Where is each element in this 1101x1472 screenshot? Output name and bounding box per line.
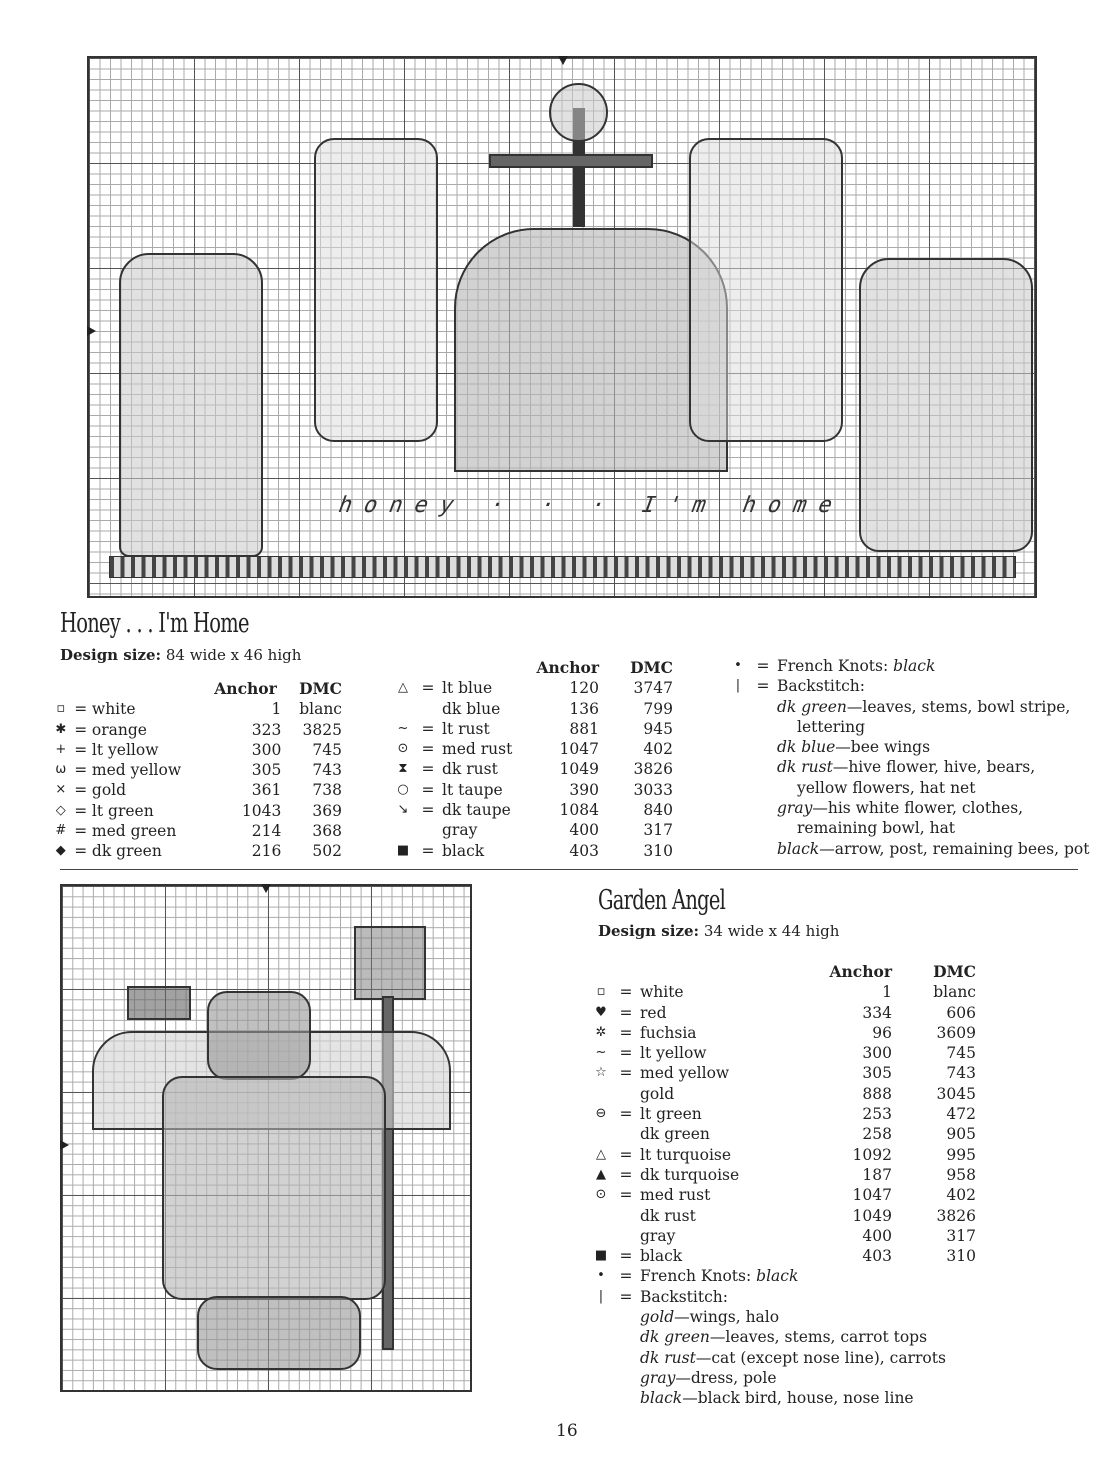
color-name: gold	[91, 781, 127, 800]
star-outline-icon: ☆	[595, 1065, 607, 1081]
page-number: 16	[556, 1421, 578, 1441]
backstitch-item: black —arrow, post, remaining bees, pot	[777, 839, 1090, 858]
omega-icon: ω	[55, 762, 67, 778]
small-square-icon: ▫	[596, 984, 606, 1000]
key-row: ▲ = dk turquoise 187 958	[590, 1165, 990, 1185]
anchor-number: 1	[882, 983, 892, 1002]
bear-left-motif	[119, 253, 263, 557]
pattern2-title: Garden Angel	[598, 885, 726, 916]
backstitch-item: dk blue —bee wings	[777, 738, 931, 757]
diamond-dash-icon: ⊖	[595, 1106, 607, 1122]
anchor-number: 1049	[559, 760, 599, 779]
anchor-number: 400	[862, 1226, 892, 1245]
color-name: med green	[91, 822, 177, 841]
anchor-number: 216	[251, 842, 282, 861]
anchor-number: 96	[872, 1023, 892, 1042]
key-row: ~ = lt yellow 300 745	[590, 1043, 990, 1063]
key-row: △ = lt turquoise 1092 995	[590, 1145, 990, 1165]
beehive-motif	[454, 228, 728, 472]
color-name: dk taupe	[442, 801, 511, 820]
dmc-number: 368	[312, 822, 342, 841]
anchor-number: 120	[569, 679, 599, 698]
dmc-number: 317	[643, 821, 673, 840]
blank-icon	[392, 820, 414, 840]
backstitch-item-continued: remaining bowl, hat	[797, 819, 956, 838]
key-row: ⊙ = med rust 1047 402	[392, 739, 682, 759]
diamond-outline-icon: ◇	[55, 802, 66, 818]
anchor-number: 305	[862, 1064, 892, 1083]
anchor-number: 1047	[559, 740, 599, 759]
backstitch-icon: |	[735, 678, 741, 694]
key-header: Anchor DMC	[829, 962, 976, 981]
color-name: lt yellow	[91, 740, 159, 759]
french-knot-icon: •	[734, 658, 742, 673]
pattern1-key-col1	[52, 679, 342, 862]
bird-motif	[127, 986, 191, 1020]
color-name: med yellow	[640, 1064, 730, 1083]
dmc-number: 745	[946, 1044, 976, 1063]
french-knots-note: • = French Knots: black	[727, 656, 1089, 676]
dmc-number: 905	[946, 1125, 976, 1144]
blank-icon	[392, 699, 414, 719]
color-name: lt yellow	[640, 1044, 707, 1063]
dmc-number: 738	[312, 781, 342, 800]
dmc-number: 3033	[633, 780, 673, 799]
pattern1-design-size: Design size: 84 wide x 46 high	[60, 646, 302, 664]
anchor-number: 1049	[852, 1206, 892, 1225]
french-knots-note: • = French Knots: black	[590, 1266, 990, 1286]
backstitch-item: dk green —leaves, stems, bowl stripe,	[777, 697, 1071, 716]
border-row-motif	[109, 556, 1016, 578]
dmc-number: 995	[946, 1145, 976, 1164]
plus-icon: +	[55, 741, 67, 757]
key-row	[392, 820, 682, 840]
key-row: ♥ = red 334 606	[590, 1003, 990, 1023]
anchor-number: 403	[569, 841, 599, 860]
color-name: gray	[442, 821, 478, 840]
anchor-number: 361	[251, 781, 282, 800]
dmc-number: 743	[312, 761, 342, 780]
blank-icon	[590, 1226, 612, 1246]
key-row: ~ = lt rust 881 945	[392, 719, 682, 739]
center-marker-left-icon	[60, 1140, 69, 1150]
color-name: dk green	[91, 842, 162, 861]
color-name: dk rust	[442, 760, 498, 779]
key-row	[590, 1226, 990, 1246]
triangle-outline-icon: △	[596, 1146, 606, 1162]
square-filled-icon: ■	[594, 1248, 608, 1264]
cat-head-motif	[207, 991, 311, 1080]
key-header: Anchor DMC	[536, 658, 673, 677]
anchor-number: 1	[271, 700, 282, 719]
color-name: black	[442, 841, 485, 860]
anchor-number: 187	[862, 1165, 892, 1184]
key-row: # = med green 214 368	[52, 821, 342, 841]
asterisk-icon: ✱	[55, 721, 67, 737]
square-filled-icon: ■	[396, 842, 410, 858]
pattern1-stitch-notes	[727, 656, 1089, 859]
key-row: ▫ = white 1 blanc	[590, 982, 990, 1002]
color-name: dk green	[640, 1125, 710, 1144]
key-row: ✲ = fuchsia 96 3609	[590, 1023, 990, 1043]
section-divider	[60, 869, 1078, 870]
key-row	[392, 699, 682, 719]
key-row: ⧗ = dk rust 1049 3826	[392, 759, 682, 779]
dmc-number: 472	[946, 1105, 976, 1124]
anchor-number: 1092	[852, 1145, 892, 1164]
anchor-number: 214	[251, 822, 282, 841]
dmc-number: 3747	[633, 679, 673, 698]
honey-im-home-chart	[87, 56, 1037, 598]
anchor-number: 258	[862, 1125, 892, 1144]
key-row: × = gold 361 738	[52, 780, 342, 800]
key-row: ■ = black 403 310	[590, 1246, 990, 1266]
small-square-icon: ▫	[56, 701, 66, 717]
color-name: gold	[640, 1084, 675, 1103]
anchor-number: 1084	[559, 801, 599, 820]
tilde-icon: ~	[595, 1045, 607, 1061]
dmc-number: 745	[312, 740, 342, 759]
circled-dot-icon: ⊙	[397, 741, 409, 757]
anchor-number: 323	[251, 720, 282, 739]
backstitch-item: gray —his white flower, clothes,	[777, 799, 1024, 818]
color-name: lt blue	[442, 679, 493, 698]
flowers-left-motif	[314, 138, 438, 442]
key-row: + = lt yellow 300 745	[52, 740, 342, 760]
hourglass-icon: ⧗	[398, 761, 408, 777]
color-name: white	[640, 983, 684, 1002]
cross-icon: ×	[55, 782, 67, 798]
dmc-number: 958	[946, 1165, 976, 1184]
color-name: dk turquoise	[640, 1165, 740, 1184]
key-row	[590, 1206, 990, 1226]
center-marker-top-icon	[558, 56, 568, 65]
color-name: lt green	[91, 801, 154, 820]
key-row: ◆ = dk green 216 502	[52, 841, 342, 861]
key-row: ⊙ = med rust 1047 402	[590, 1185, 990, 1205]
anchor-number: 881	[569, 719, 599, 738]
anchor-number: 300	[862, 1044, 892, 1063]
dmc-number: 317	[946, 1226, 976, 1245]
color-name: med rust	[640, 1186, 711, 1205]
dmc-number: 799	[643, 699, 673, 718]
color-name: orange	[91, 720, 147, 739]
blank-icon	[590, 1124, 612, 1144]
key-row: ■ = black 403 310	[392, 841, 682, 861]
anchor-number: 253	[862, 1105, 892, 1124]
dmc-number: 402	[946, 1186, 976, 1205]
color-name: dk rust	[640, 1206, 696, 1225]
backstitch-icon: |	[598, 1288, 604, 1304]
dmc-number: 369	[312, 801, 342, 820]
pattern1-title: Honey . . . I'm Home	[60, 608, 249, 639]
anchor-number: 305	[251, 761, 282, 780]
dmc-number: 743	[946, 1064, 976, 1083]
dmc-number: 3045	[936, 1084, 976, 1103]
garden-angel-chart	[60, 884, 472, 1392]
center-marker-left-icon	[87, 326, 96, 336]
hash-icon: #	[55, 823, 67, 839]
bear-right-motif	[859, 258, 1033, 552]
key-row: ✱ = orange 323 3825	[52, 720, 342, 740]
circle-outline-icon: ○	[397, 781, 409, 797]
key-header: Anchor DMC	[214, 679, 342, 698]
dmc-number: 840	[643, 801, 673, 820]
tilde-icon: ~	[397, 720, 409, 736]
birdhouse-motif	[354, 926, 426, 1000]
dress-motif	[162, 1076, 386, 1300]
backstitch-item: dk green —leaves, stems, carrot tops	[640, 1328, 928, 1347]
french-knot-icon: •	[597, 1268, 605, 1284]
dmc-number: 3825	[302, 720, 342, 739]
dmc-number: 606	[946, 1003, 976, 1022]
flower-icon: ✲	[595, 1024, 607, 1040]
key-row: ☆ = med yellow 305 743	[590, 1063, 990, 1083]
color-name: med yellow	[91, 761, 182, 780]
dmc-number: blanc	[933, 983, 976, 1002]
backstitch-item: dk rust —cat (except nose line), carrots	[640, 1348, 946, 1367]
blank-icon	[590, 1084, 612, 1104]
key-row: ◇ = lt green 1043 369	[52, 801, 342, 821]
hive-arrow-motif	[489, 154, 653, 168]
circled-dot-icon: ⊙	[595, 1187, 607, 1203]
dmc-number: 402	[643, 740, 673, 759]
anchor-number: 390	[569, 780, 599, 799]
triangle-filled-icon: ▲	[596, 1166, 606, 1182]
backstitch-note: | = Backstitch:	[727, 676, 1089, 696]
blank-icon	[590, 1206, 612, 1226]
key-row	[590, 1124, 990, 1144]
arrow-southeast-icon: ↘	[397, 802, 409, 818]
dmc-number: 945	[643, 719, 673, 738]
pattern1-key-col2	[392, 658, 682, 861]
dmc-number: 310	[946, 1247, 976, 1266]
color-name: black	[640, 1247, 683, 1266]
anchor-number: 1043	[241, 801, 282, 820]
center-marker-top-icon	[261, 884, 271, 893]
color-name: dk blue	[442, 699, 501, 718]
diamond-filled-icon: ◆	[55, 843, 66, 859]
triangle-outline-icon: △	[398, 680, 408, 696]
backstitch-item-continued: lettering	[797, 717, 866, 736]
backstitch-item: dk rust —hive flower, hive, bears,	[777, 758, 1036, 777]
dmc-number: 3609	[936, 1023, 976, 1042]
color-name: lt turquoise	[640, 1145, 732, 1164]
color-name: red	[640, 1003, 667, 1022]
hive-flower-motif	[549, 83, 608, 142]
dmc-number: 3826	[633, 760, 673, 779]
key-row: ○ = lt taupe 390 3033	[392, 780, 682, 800]
anchor-number: 136	[569, 699, 599, 718]
heart-icon: ♥	[595, 1004, 607, 1020]
color-name: white	[91, 700, 136, 719]
anchor-number: 300	[251, 740, 282, 759]
key-row: ▫ = white 1 blanc	[52, 699, 342, 719]
anchor-number: 1047	[852, 1186, 892, 1205]
key-row	[590, 1084, 990, 1104]
pattern2-key	[590, 962, 990, 1409]
dmc-number: blanc	[299, 700, 342, 719]
backstitch-item-continued: yellow flowers, hat net	[797, 778, 976, 797]
color-name: lt taupe	[442, 780, 503, 799]
dmc-number: 3826	[936, 1206, 976, 1225]
feet-motif	[197, 1296, 361, 1370]
dmc-number: 310	[643, 841, 673, 860]
anchor-number: 400	[569, 821, 599, 840]
dmc-number: 502	[312, 842, 342, 861]
anchor-number: 334	[862, 1003, 892, 1022]
key-row: ↘ = dk taupe 1084 840	[392, 800, 682, 820]
flowers-right-motif	[689, 138, 843, 442]
backstitch-item: black —black bird, house, nose line	[640, 1389, 914, 1408]
backstitch-note: | = Backstitch:	[590, 1287, 990, 1307]
chart-lettering: honey · · · I'm home	[334, 493, 849, 518]
color-name: lt rust	[442, 719, 490, 738]
key-row: ⊖ = lt green 253 472	[590, 1104, 990, 1124]
key-row: △ = lt blue 120 3747	[392, 678, 682, 698]
anchor-number: 888	[862, 1084, 892, 1103]
key-row: ω = med yellow 305 743	[52, 760, 342, 780]
pattern2-design-size: Design size: 34 wide x 44 high	[598, 922, 840, 940]
anchor-number: 403	[862, 1247, 892, 1266]
backstitch-item: gray —dress, pole	[640, 1368, 777, 1387]
color-name: fuchsia	[640, 1023, 697, 1042]
backstitch-item: gold —wings, halo	[640, 1308, 780, 1327]
color-name: lt green	[640, 1105, 702, 1124]
color-name: med rust	[442, 740, 513, 759]
color-name: gray	[640, 1226, 676, 1245]
